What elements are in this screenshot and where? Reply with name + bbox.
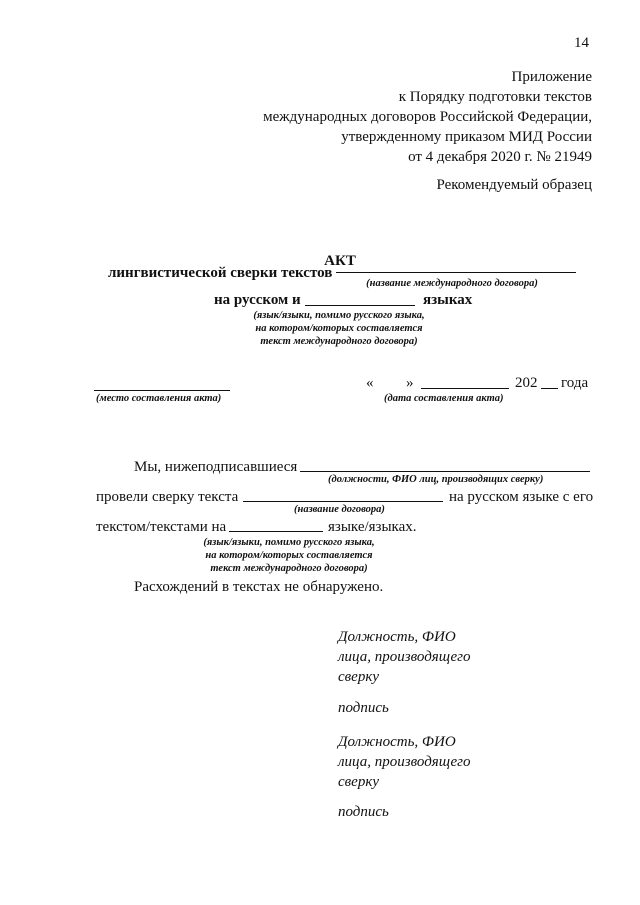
lang-prefix: на русском и (214, 292, 301, 308)
lang-caption-1: (язык/языки, помимо русского языка, (253, 310, 425, 321)
signature-2-line-3: сверку (338, 774, 380, 790)
signature-1-line-2: лица, производящего (338, 649, 471, 665)
signature-1-line-3: сверку (338, 669, 380, 685)
treaty-caption-2: (название договора) (294, 504, 385, 515)
act-subtitle: лингвистической сверки текстов (108, 265, 333, 281)
year-line (541, 388, 558, 389)
lang-caption-b-1: (язык/языки, помимо русского языка, (203, 537, 375, 548)
signature-1-sign: подпись (338, 700, 389, 716)
persons-line (300, 471, 590, 472)
body-line-2-prefix: провели сверку текста (96, 489, 239, 505)
signature-2-sign: подпись (338, 804, 389, 820)
lang-caption-3: текст международного договора) (260, 336, 418, 347)
lang-caption-2: на котором/которых составляется (255, 323, 423, 334)
year-suffix: года (561, 375, 589, 391)
appendix-line-4: утвержденному приказом МИД России (341, 129, 592, 145)
act-title: АКТ (324, 253, 356, 269)
appendix-line-2: к Порядку подготовки текстов (398, 89, 592, 105)
treaty-name-line (336, 272, 576, 273)
lang-line (305, 305, 415, 306)
appendix-line-1: Приложение (511, 69, 592, 85)
treaty-line-2 (243, 501, 443, 502)
sample-label: Рекомендуемый образец (436, 177, 592, 193)
date-quote-open: « (366, 375, 374, 391)
conclusion: Расхождений в текстах не обнаружено. (134, 579, 384, 595)
appendix-line-5: от 4 декабря 2020 г. № 21949 (408, 149, 592, 165)
page-number: 14 (574, 35, 589, 51)
lang-caption-b-2: на котором/которых составляется (205, 550, 373, 561)
body-line-3-prefix: текстом/текстами на (96, 519, 227, 535)
day-blank (376, 388, 404, 389)
lang-suffix: языках (423, 292, 473, 308)
treaty-caption: (название международного договора) (366, 278, 538, 289)
signature-1-line-1: Должность, ФИО (338, 629, 456, 645)
body-line-2-suffix: на русском языке с его (449, 489, 594, 505)
body-line-3-suffix: языке/языках. (328, 519, 417, 535)
body-line-1: Мы, нижеподписавшиеся (134, 459, 298, 475)
lang-line-2 (229, 531, 323, 532)
signature-2-line-1: Должность, ФИО (338, 734, 456, 750)
persons-caption: (должности, ФИО лиц, производящих сверку) (328, 474, 544, 485)
appendix-line-3: международных договоров Российской Федерации, (263, 109, 592, 125)
place-caption: (место составления акта) (96, 393, 222, 404)
signature-2-line-2: лица, производящего (338, 754, 471, 770)
place-line (94, 390, 230, 391)
date-caption: (дата составления акта) (384, 393, 504, 404)
year-prefix: 202 (515, 375, 538, 391)
lang-caption-b-3: текст международного договора) (210, 563, 368, 574)
month-line (421, 388, 509, 389)
date-quote-close: » (406, 375, 414, 391)
